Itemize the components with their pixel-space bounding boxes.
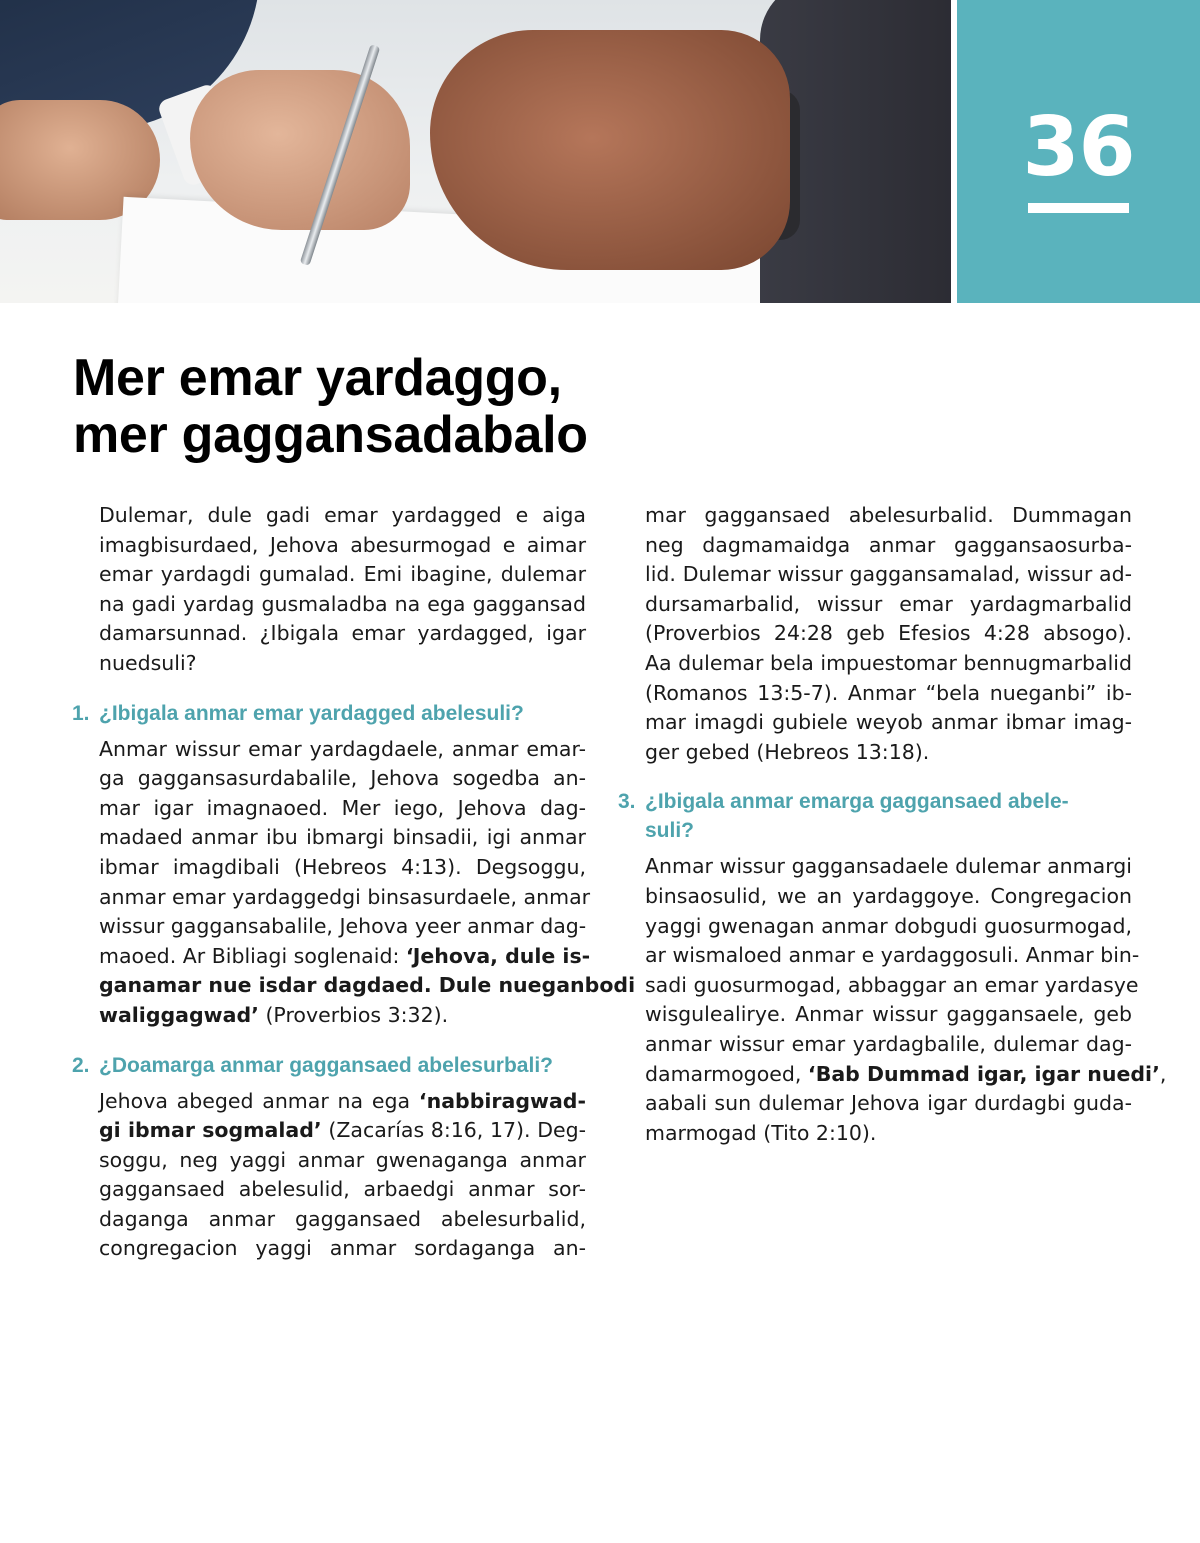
text-segment: binsaosulid, we an yardaggoye. Congregacion: [645, 883, 1132, 908]
text-segment: lid. Dulemar wissur gaggansamalad, wissur ad-: [645, 562, 1132, 587]
text-segment: damarmogoed,: [645, 1061, 808, 1086]
header-photo-handshake-signing: [0, 0, 951, 303]
text-segment: ibmar imagdibali (Hebreos 4:13). Degsoggu,: [99, 854, 586, 879]
text-segment: mar igar imagnaoed. Mer iego, Jehova dag-: [99, 795, 586, 820]
text-line: [99, 590, 586, 620]
text-line: [99, 912, 586, 942]
text-segment: neg dagmamaidga anmar gaggansaosurba-: [645, 532, 1132, 557]
text-segment: Aa dulemar bela impuestomar bennugmarbalid: [645, 650, 1132, 675]
text-line: [99, 1116, 586, 1146]
text-line: [645, 1119, 1132, 1149]
text-line: [99, 1175, 586, 1205]
paragraph: [99, 501, 586, 679]
text-column-right: [618, 501, 1167, 1168]
text-segment: maoed. Ar Bibliagi soglenaid:: [99, 943, 406, 968]
title-line: mer gaggansadabalo: [73, 406, 588, 464]
text-line: [99, 1205, 586, 1235]
paragraph: [645, 501, 1132, 767]
text-line: [645, 852, 1132, 882]
text-line: [99, 619, 586, 649]
text-line: [99, 560, 586, 590]
page-title: [73, 350, 588, 464]
text-segment: nuedsuli?: [99, 650, 197, 675]
text-line: [99, 764, 586, 794]
text-line: [645, 1060, 1167, 1090]
text-line: [645, 560, 1132, 590]
text-line: [645, 971, 1139, 1001]
question-heading-line: ¿Doamarga anmar gaggansaed abelesurbali?: [99, 1053, 553, 1077]
text-segment: marmogad (Tito 2:10).: [645, 1120, 877, 1145]
text-segment: gaggansaed abelesulid, arbaedgi anmar sor-: [99, 1177, 586, 1202]
text-segment: damarsunnad. ¿Ibigala emar yardagged, igar: [99, 621, 586, 646]
text-line: [99, 735, 586, 765]
text-line: [99, 1087, 586, 1117]
text-segment: ,: [1159, 1061, 1167, 1086]
question-number: 1.: [72, 701, 90, 725]
text-segment: dursamarbalid, wissur emar yardagmarbalid: [645, 591, 1132, 616]
lesson-number-underline: [1028, 203, 1129, 213]
text-segment: wissur gaggansabalile, Jehova yeer anmar dag-: [99, 914, 587, 939]
text-line: [99, 883, 591, 913]
text-segment: wisgulealirye. Anmar wissur gaggansaele, geb: [645, 1002, 1132, 1027]
question-heading-line: ¿Ibigala anmar emar yardagged abelesuli?: [99, 701, 524, 725]
text-line: [99, 794, 586, 824]
question-heading: [72, 1051, 586, 1080]
text-segment: emar yardagdi gumalad. Emi ibagine, dulemar: [99, 562, 586, 587]
scripture-quote: ‘Jehova, dule is-: [405, 943, 591, 968]
title-line: Mer emar yardaggo,: [73, 349, 562, 407]
text-line: [99, 823, 586, 853]
lesson-number: 36: [1022, 100, 1135, 195]
text-segment: (Proverbios 24:28 geb Efesios 4:28 absogo).: [645, 621, 1132, 646]
text-line: [99, 942, 591, 972]
text-line: [99, 1146, 586, 1176]
paragraph: [99, 735, 636, 1031]
text-line: [645, 738, 1132, 768]
text-segment: Dulemar, dule gadi emar yardagged e aiga: [99, 503, 586, 527]
text-segment: (Proverbios 3:32).: [258, 1002, 449, 1027]
text-line: [99, 853, 586, 883]
paragraph: [99, 1087, 586, 1265]
text-line: [99, 1234, 586, 1264]
scripture-quote: waliggagwad’: [99, 1002, 259, 1027]
lesson-number-panel: [957, 0, 1200, 303]
text-segment: madaed anmar ibu ibmargi binsadii, igi anmar: [99, 825, 586, 850]
text-segment: anmar emar yardaggedgi binsasurdaele, anmar: [99, 884, 591, 909]
text-line: [645, 941, 1140, 971]
scripture-quote: ‘Bab Dummad igar, igar nuedi’: [807, 1061, 1160, 1086]
text-line: [99, 531, 586, 561]
text-segment: soggu, neg yaggi anmar gwenaganga anmar: [99, 1147, 586, 1172]
text-segment: mar imagdi gubiele weyob anmar ibmar imag-: [645, 710, 1132, 735]
text-line: [645, 708, 1132, 738]
text-column-left: [72, 501, 636, 1284]
text-segment: yaggi gwenagan anmar dobgudi guosurmogad,: [645, 913, 1132, 938]
text-line: [645, 912, 1132, 942]
text-segment: imagbisurdaed, Jehova abesurmogad e aimar: [99, 532, 586, 557]
text-segment: ar wismaloed anmar e yardaggosuli. Anmar bin-: [645, 943, 1140, 968]
text-segment: (Romanos 13:5-7). Anmar “bela nueganbi” ib-: [645, 680, 1132, 705]
text-segment: na gadi yardag gusmaladba na ega gaggansad: [99, 591, 586, 616]
question-heading-line: suli?: [645, 819, 695, 843]
scripture-quote: ‘nabbiragwad-: [418, 1088, 586, 1113]
text-segment: mar gaggansaed abelesurbalid. Dummagan: [645, 503, 1132, 527]
text-segment: daganga anmar gaggansaed abelesurbalid,: [99, 1206, 586, 1231]
text-segment: anmar wissur emar yardagbalile, dulemar dag-: [645, 1031, 1132, 1056]
text-line: [645, 679, 1132, 709]
question-heading: [618, 787, 1132, 845]
text-segment: Anmar wissur emar yardagdaele, anmar emar-: [99, 736, 586, 761]
text-segment: ga gaggansasurdabalile, Jehova sogedba an-: [99, 766, 586, 791]
question-number: 2.: [72, 1053, 90, 1077]
text-line: [99, 501, 586, 531]
text-segment: aabali sun dulemar Jehova igar durdagbi guda-: [645, 1091, 1132, 1116]
text-line: [99, 971, 636, 1001]
scripture-quote: ganamar nue isdar dagdaed. Dule nueganbodi: [99, 973, 636, 998]
text-line: [99, 1001, 586, 1031]
text-line: [645, 1000, 1132, 1030]
text-line: [645, 1089, 1132, 1119]
question-heading-line: ¿Ibigala anmar emarga gaggansaed abele-: [645, 790, 1069, 814]
text-segment: congregacion yaggi anmar sordaganga an-: [99, 1236, 586, 1261]
text-line: [645, 649, 1132, 679]
text-line: [645, 882, 1132, 912]
text-line: [645, 590, 1132, 620]
text-segment: (Zacarías 8:16, 17). Deg-: [321, 1118, 586, 1143]
paragraph: [645, 852, 1167, 1148]
text-line: [645, 531, 1132, 561]
text-line: [99, 649, 586, 679]
text-segment: Anmar wissur gaggansadaele dulemar anmargi: [645, 854, 1132, 879]
text-line: [645, 501, 1132, 531]
question-number: 3.: [618, 790, 636, 814]
text-segment: ger gebed (Hebreos 13:18).: [645, 739, 930, 764]
text-line: [645, 1030, 1132, 1060]
scripture-quote: gi ibmar sogmalad’: [99, 1118, 322, 1143]
text-segment: sadi guosurmogad, abbaggar an emar yardasye: [645, 972, 1139, 997]
text-segment: Jehova abeged anmar na ega: [99, 1088, 419, 1113]
text-line: [645, 619, 1132, 649]
question-heading: [72, 699, 586, 728]
